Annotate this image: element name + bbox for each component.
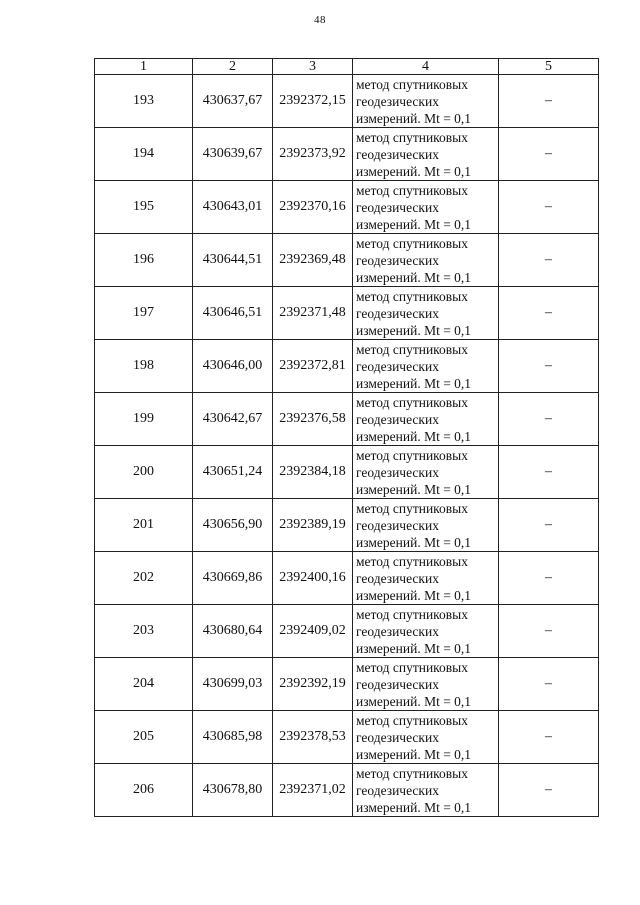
y-coordinate-cell: 2392400,16 [273,552,353,605]
x-coordinate-cell: 430639,67 [193,128,273,181]
y-coordinate-cell: 2392371,02 [273,764,353,817]
table-row [95,340,599,393]
point-number-cell: 204 [95,658,193,711]
method-line: измерений. Mt = 0,1 [356,428,472,444]
method-line: метод спутниковых [356,394,468,410]
method-line: геодезических [356,623,439,639]
method-line: метод спутниковых [356,341,468,357]
table-row [95,446,599,499]
method-line: геодезических [356,676,439,692]
method-line: геодезических [356,358,439,374]
note-cell [499,499,599,552]
method-line: геодезических [356,199,439,215]
method-line: измерений. Mt = 0,1 [356,375,472,391]
y-coordinate-cell: 2392392,19 [273,658,353,711]
note-cell [499,446,599,499]
note-cell [499,340,599,393]
dash-mark: – [545,411,552,426]
note-cell [499,75,599,128]
point-number-cell: 200 [95,446,193,499]
method-line: метод спутниковых [356,288,468,304]
y-coordinate-cell: 2392384,18 [273,446,353,499]
page-number: 48 [314,14,326,26]
method-cell [353,75,499,128]
dash-mark: – [545,517,552,532]
method-cell [353,393,499,446]
method-line: измерений. Mt = 0,1 [356,481,472,497]
table-row [95,764,599,817]
method-line: метод спутниковых [356,182,468,198]
coordinates-table [94,58,599,817]
y-coordinate-cell: 2392372,15 [273,75,353,128]
point-number-cell: 196 [95,234,193,287]
point-number-cell: 197 [95,287,193,340]
table-row [95,181,599,234]
dash-mark: – [545,305,552,320]
table-row [95,552,599,605]
x-coordinate-cell: 430651,24 [193,446,273,499]
method-line: метод спутниковых [356,712,468,728]
method-line: измерений. Mt = 0,1 [356,799,472,815]
note-cell [499,658,599,711]
note-cell [499,393,599,446]
method-line: геодезических [356,305,439,321]
y-coordinate-cell: 2392376,58 [273,393,353,446]
y-coordinate-cell: 2392372,81 [273,340,353,393]
method-line: метод спутниковых [356,606,468,622]
x-coordinate-cell: 430646,51 [193,287,273,340]
method-line: измерений. Mt = 0,1 [356,216,472,232]
note-cell [499,764,599,817]
x-coordinate-cell: 430680,64 [193,605,273,658]
x-coordinate-cell: 430637,67 [193,75,273,128]
method-line: геодезических [356,782,439,798]
method-cell [353,499,499,552]
table-row [95,234,599,287]
dash-mark: – [545,464,552,479]
method-cell [353,340,499,393]
method-line: метод спутниковых [356,129,468,145]
dash-mark: – [545,93,552,108]
header-col-4: 4 [353,59,499,75]
method-line: метод спутниковых [356,553,468,569]
dash-mark: – [545,570,552,585]
method-line: геодезических [356,464,439,480]
note-cell [499,128,599,181]
note-cell [499,287,599,340]
x-coordinate-cell: 430646,00 [193,340,273,393]
method-cell [353,658,499,711]
point-number-cell: 201 [95,499,193,552]
point-number-cell: 193 [95,75,193,128]
dash-mark: – [545,358,552,373]
method-line: измерений. Mt = 0,1 [356,587,472,603]
point-number-cell: 206 [95,764,193,817]
header-col-5: 5 [499,59,599,75]
method-cell [353,287,499,340]
method-line: измерений. Mt = 0,1 [356,322,472,338]
note-cell [499,605,599,658]
method-line: геодезических [356,252,439,268]
header-col-2: 2 [193,59,273,75]
table-row [95,287,599,340]
table-row [95,75,599,128]
y-coordinate-cell: 2392371,48 [273,287,353,340]
table-row [95,711,599,764]
note-cell [499,234,599,287]
method-line: измерений. Mt = 0,1 [356,269,472,285]
method-cell [353,711,499,764]
method-line: геодезических [356,411,439,427]
method-line: измерений. Mt = 0,1 [356,163,472,179]
point-number-cell: 203 [95,605,193,658]
header-col-1: 1 [95,59,193,75]
table-row [95,393,599,446]
x-coordinate-cell: 430685,98 [193,711,273,764]
method-line: геодезических [356,729,439,745]
method-cell [353,764,499,817]
point-number-cell: 205 [95,711,193,764]
method-line: геодезических [356,570,439,586]
method-cell [353,552,499,605]
method-cell [353,128,499,181]
dash-mark: – [545,623,552,638]
x-coordinate-cell: 430699,03 [193,658,273,711]
method-line: измерений. Mt = 0,1 [356,746,472,762]
method-line: метод спутниковых [356,76,468,92]
method-cell [353,234,499,287]
dash-mark: – [545,252,552,267]
table-row [95,128,599,181]
method-line: измерений. Mt = 0,1 [356,110,472,126]
dash-mark: – [545,676,552,691]
header-col-3: 3 [273,59,353,75]
point-number-cell: 194 [95,128,193,181]
method-line: метод спутниковых [356,500,468,516]
method-line: метод спутниковых [356,765,468,781]
dash-mark: – [545,782,552,797]
note-cell [499,552,599,605]
point-number-cell: 195 [95,181,193,234]
table-row [95,658,599,711]
point-number-cell: 199 [95,393,193,446]
x-coordinate-cell: 430678,80 [193,764,273,817]
table-row [95,499,599,552]
point-number-cell: 202 [95,552,193,605]
y-coordinate-cell: 2392409,02 [273,605,353,658]
method-line: метод спутниковых [356,659,468,675]
method-line: измерений. Mt = 0,1 [356,693,472,709]
x-coordinate-cell: 430669,86 [193,552,273,605]
method-line: измерений. Mt = 0,1 [356,534,472,550]
dash-mark: – [545,729,552,744]
point-number-cell: 198 [95,340,193,393]
method-cell [353,446,499,499]
x-coordinate-cell: 430643,01 [193,181,273,234]
method-line: метод спутниковых [356,447,468,463]
y-coordinate-cell: 2392373,92 [273,128,353,181]
method-cell [353,181,499,234]
dash-mark: – [545,199,552,214]
y-coordinate-cell: 2392389,19 [273,499,353,552]
dash-mark: – [545,146,552,161]
x-coordinate-cell: 430642,67 [193,393,273,446]
method-line: геодезических [356,146,439,162]
method-line: измерений. Mt = 0,1 [356,640,472,656]
table-row [95,605,599,658]
x-coordinate-cell: 430656,90 [193,499,273,552]
method-line: геодезических [356,93,439,109]
y-coordinate-cell: 2392369,48 [273,234,353,287]
y-coordinate-cell: 2392370,16 [273,181,353,234]
method-line: метод спутниковых [356,235,468,251]
x-coordinate-cell: 430644,51 [193,234,273,287]
method-cell [353,605,499,658]
note-cell [499,711,599,764]
header-row [95,59,599,75]
method-line: геодезических [356,517,439,533]
y-coordinate-cell: 2392378,53 [273,711,353,764]
note-cell [499,181,599,234]
